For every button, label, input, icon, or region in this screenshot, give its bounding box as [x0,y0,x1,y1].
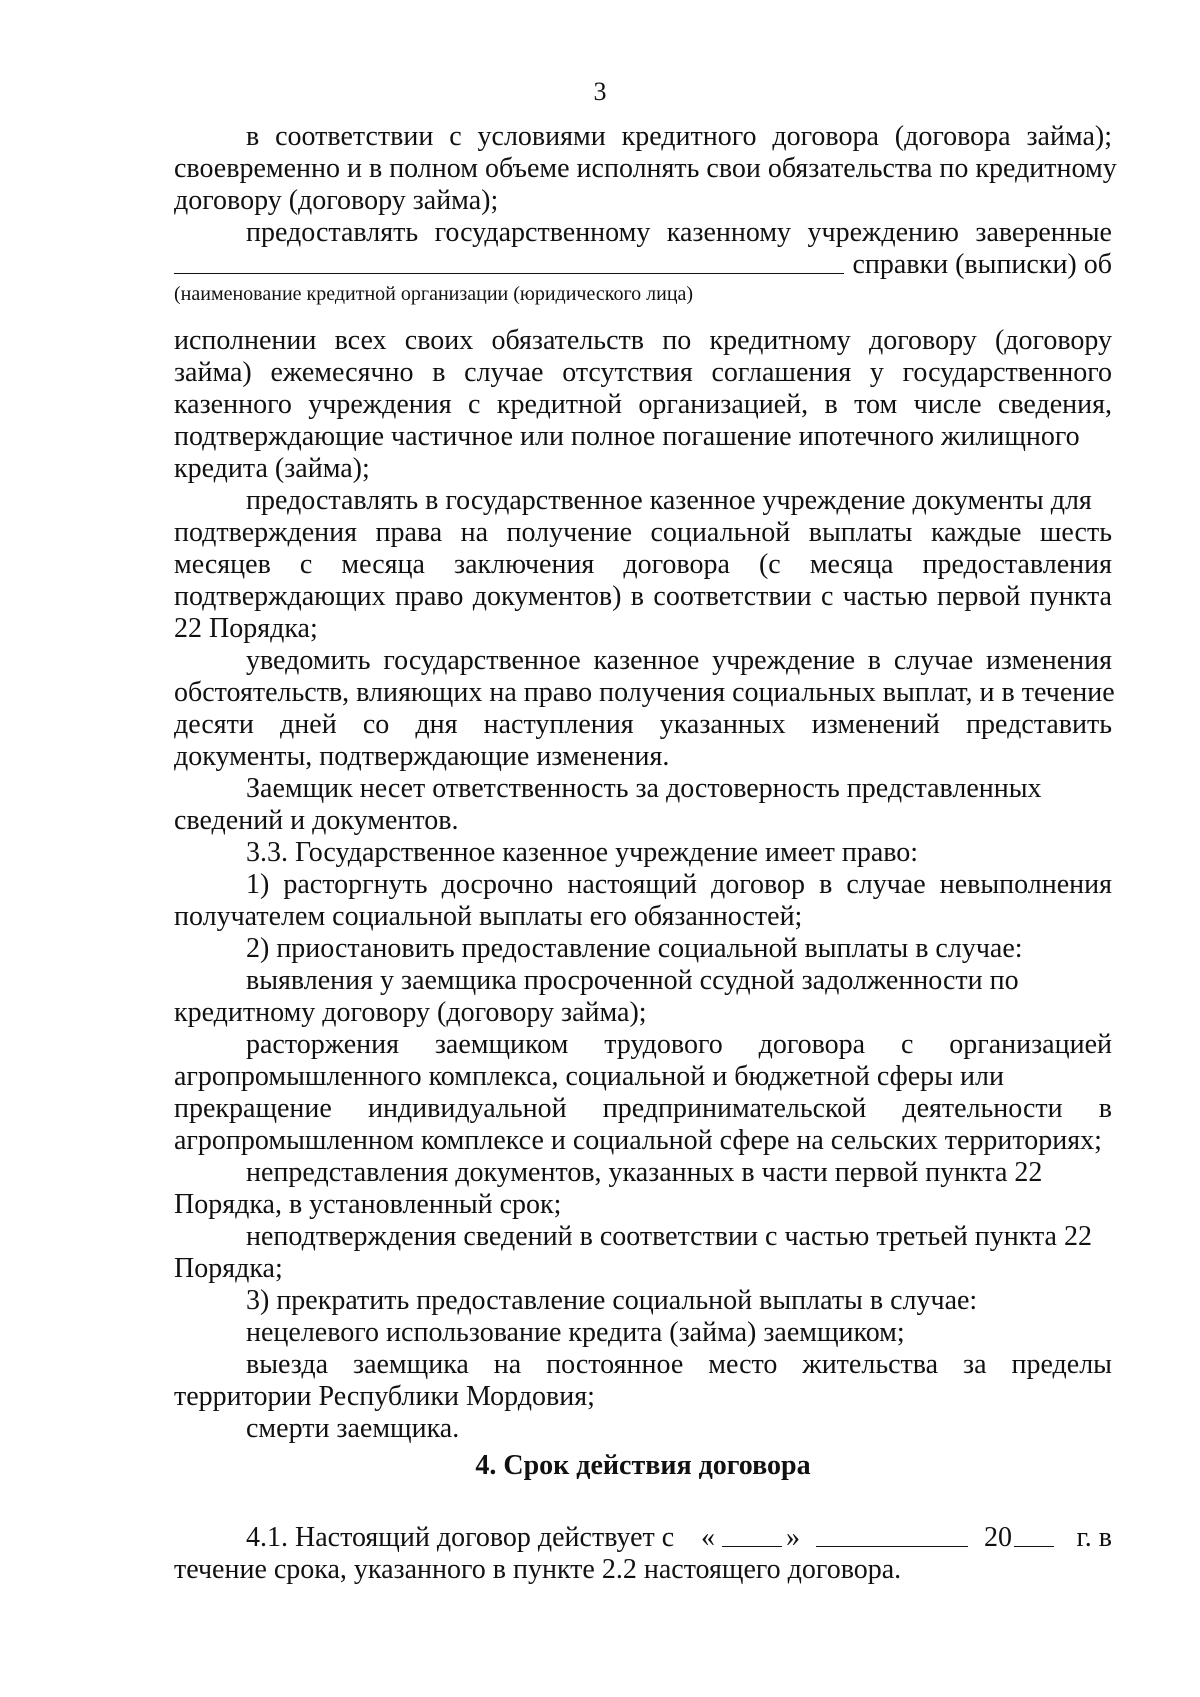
text-line: в соответствии с условиями кредитного договора (договора займа); [246,121,1112,152]
text-fragment: г. в [1076,1522,1112,1553]
text-line: выявления у заемщика просроченной ссудной задолженности по [246,965,1019,996]
text-line: десяти дней со дня наступления указанных изменений представить [174,709,1112,740]
body-text-block-1 [174,121,1117,307]
section-4 [174,1450,1112,1482]
text-line: месяцев с месяца заключения договора (с месяца предоставления [174,549,1112,580]
text-line: обстоятельств, влияющих на право получения социальных выплат, и в течение [174,677,1115,708]
section-4-paragraph [174,1522,1112,1586]
bank-name-blank [174,249,844,274]
text-line: нецелевого использование кредита (займа) заемщиком; [246,1317,905,1348]
text-line: подтверждения права на получение социальной выплаты каждые шесть [174,517,1112,548]
text-line-with-blank [174,249,1112,281]
text-line: прекращение индивидуальной предпринимательской деятельности в [174,1093,1112,1124]
text-line: 2) приостановить предоставление социальной выплаты в случае: [246,933,1023,964]
text-line: подтверждающих право документов) в соответствии с частью первой пункта [174,581,1112,612]
text-line: выезда заемщика на постоянное место жительства за пределы [246,1349,1112,1380]
text-line: документы, подтверждающие изменения. [174,741,670,772]
text-line: предоставлять государственному казенному учреждению заверенные [246,217,1112,248]
text-line: 1) расторгнуть досрочно настоящий договор в случае невыполнения [246,869,1112,900]
text-line: предоставлять в государственное казенное учреждение документы для [246,485,1092,516]
day-blank [722,1522,782,1547]
text-line: Порядка; [174,1253,283,1284]
body-text-block-2 [174,325,1115,1445]
text-line: Заемщик несет ответственность за достоверность представленных [246,773,1042,804]
section-heading: 4. Срок действия договора [475,1450,811,1481]
text-line: агропромышленного комплекса, социальной и бюджетной сферы или [174,1061,1004,1092]
text-line: Порядка, в установленный срок; [174,1189,562,1220]
text-line: кредита (займа); [174,453,370,484]
text-fragment: справки (выписки) об [852,249,1112,280]
text-line: кредитному договору (договору займа); [174,997,647,1028]
text-line: 3.3. Государственное казенное учреждение имеет право: [246,837,919,868]
quote-open: « [701,1522,715,1553]
text-line: 22 Порядка; [174,613,318,644]
text-line: подтверждающие частичное или полное погашение ипотечного жилищного [174,421,1080,452]
text-line: уведомить государственное казенное учреждение в случае изменения [246,645,1112,676]
text-line: своевременно и в полном объеме исполнять свои обязательства по кредитному [174,153,1117,184]
text-line: расторжения заемщиком трудового договора с организацией [246,1029,1112,1060]
year-blank [1014,1522,1054,1547]
text-line: договору (договору займа); [174,185,499,216]
text-fragment: 4.1. Настоящий договор действует с [246,1522,675,1553]
text-line: смерти заемщика. [246,1413,460,1444]
text-line: агропромышленном комплексе и социальной сфере на сельских территориях; [174,1125,1102,1156]
text-line: течение срока, указанного в пункте 2.2 настоящего договора. [174,1554,902,1585]
text-line: займа) ежемесячно в случае отсутствия соглашения у государственного [174,357,1112,388]
text-line: непредставления документов, указанных в части первой пункта 22 [246,1157,1043,1188]
blank-caption: (наименование кредитной организации (юридического лица) [174,283,694,305]
text-line: 3) прекратить предоставление социальной выплаты в случае: [246,1285,978,1316]
month-blank [816,1522,968,1547]
text-line: сведений и документов. [174,805,459,836]
year-prefix: 20 [984,1522,1012,1553]
text-line: неподтверждения сведений в соответствии с частью третьей пункта 22 [246,1221,1092,1252]
text-line: казенного учреждения с кредитной организацией, в том числе сведения, [174,389,1112,420]
text-line-with-date-blanks [174,1522,1112,1554]
quote-close: » [786,1522,800,1553]
text-line: территории Республики Мордовия; [174,1381,595,1412]
page-number: 3 [593,77,607,106]
text-line: исполнении всех своих обязательств по кредитному договору (договору [174,325,1112,356]
text-line: получателем социальной выплаты его обязанностей; [174,901,803,932]
